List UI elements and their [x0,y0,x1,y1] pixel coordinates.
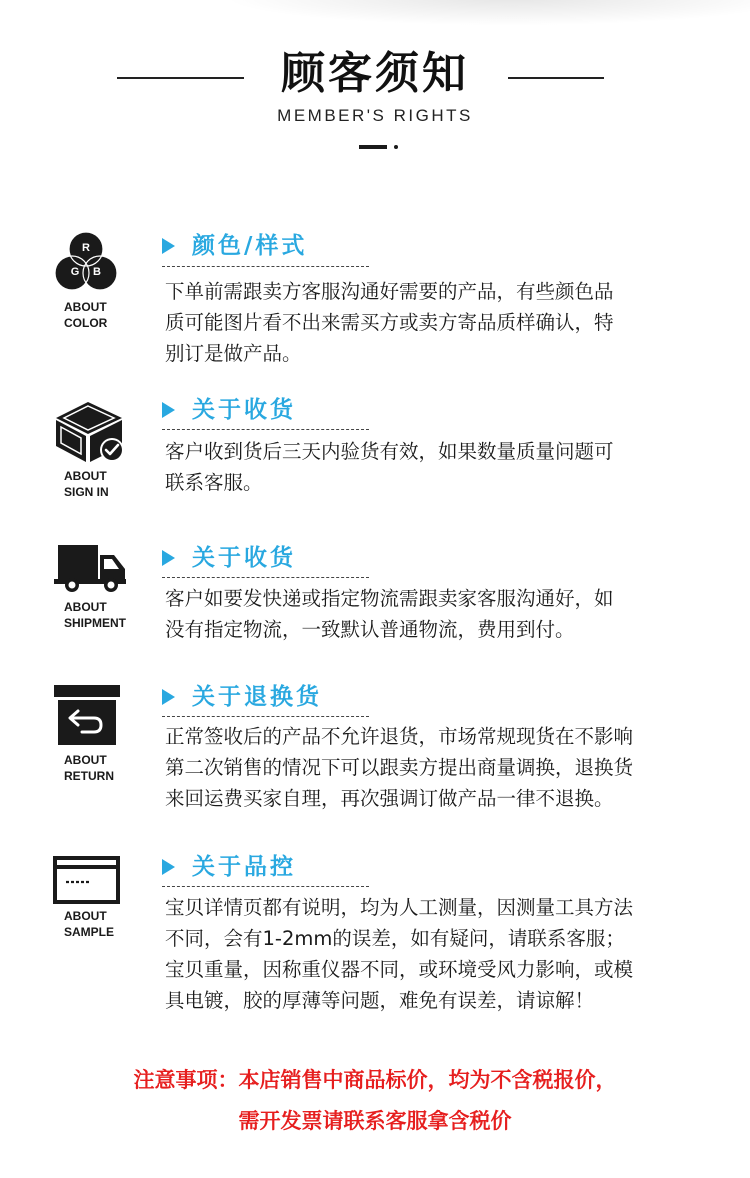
about-shipment-block [52,543,142,631]
about-sample-block [52,855,142,940]
rgb-letter-g: G [70,266,80,278]
body-line: 正常签收后的产品不允许退货，市场常规现货在不影响 [165,725,634,748]
section-divider [162,886,369,887]
card-sample-icon [52,855,122,905]
rgb-letter-b: B [93,266,101,278]
caption-line: ABOUT [64,753,107,767]
about-signin-caption [64,468,142,500]
caption-line: ABOUT [64,469,107,483]
rgb-color-icon [52,229,120,297]
body-line: 联系客服。 [165,471,263,494]
page-title: 顾客须知 [281,48,469,99]
body-line: 第二次销售的情况下可以跟卖方提出商量调换，退换货 [165,756,634,779]
section-divider [162,716,369,717]
rgb-letter-r: R [82,242,90,254]
section-title: 关于退换货 [192,684,322,710]
top-shadow-decoration [230,0,750,25]
notice-line-2: 需开发票请联系客服拿含税价 [238,1109,512,1133]
play-arrow-icon [162,550,175,566]
body-line: 客户收到货后三天内验货有效，如果数量质量问题可 [165,440,614,463]
section-divider [162,577,369,578]
about-return-block [52,683,142,784]
section-body-color [165,276,725,369]
section-title: 关于品控 [192,854,296,880]
about-sample-caption [64,908,142,940]
section-title: 关于收货 [192,545,296,571]
about-signin-block [52,396,142,500]
caption-line: SAMPLE [64,925,115,939]
play-arrow-icon [162,238,175,254]
section-body-sample [165,892,725,1016]
body-line: 没有指定物流，一致默认普通物流，费用到付。 [165,618,575,641]
body-line: 来回运费买家自理，再次强调订做产品一律不退换。 [165,787,614,810]
about-return-caption [64,752,142,784]
section-title: 关于收货 [192,397,296,423]
play-arrow-icon [162,402,175,418]
about-shipment-caption [64,599,142,631]
about-color-block [52,229,142,331]
body-line: 客户如要发快递或指定物流需跟卖家客服沟通好，如 [165,587,614,610]
box-check-icon [52,396,128,466]
header-rule-left [117,77,244,79]
caption-line: RETURN [64,769,114,783]
body-line: 宝贝详情页都有说明，均为人工测量，因测量工具方法 [165,896,634,919]
play-arrow-icon [162,859,175,875]
caption-line: ABOUT [64,600,107,614]
play-arrow-icon [162,689,175,705]
caption-line: ABOUT [64,909,107,923]
section-divider [162,429,369,430]
body-line: 下单前需跟卖方客服沟通好需要的产品，有些颜色品 [165,280,614,303]
section-body-signin [165,436,725,498]
caption-line: SIGN IN [64,485,109,499]
header-rule-right [508,77,604,79]
header-dot-decoration [394,145,398,149]
truck-icon [52,543,128,595]
notice-line-1: 注意事项：本店销售中商品标价，均为不含税报价， [133,1068,617,1092]
section-divider [162,266,369,267]
header-dash-decoration [359,145,387,149]
return-box-icon [52,683,122,747]
caption-line: COLOR [64,316,108,330]
section-title: 颜色/样式 [192,233,308,259]
body-line: 不同，会有1-2mm的误差，如有疑问，请联系客服； [165,927,625,950]
section-body-shipment [165,583,725,645]
caption-line: SHIPMENT [64,616,127,630]
body-line: 别订是做产品。 [165,342,302,365]
page-subtitle: MEMBER'S RIGHTS [277,106,473,125]
about-color-caption [64,299,142,331]
body-line: 宝贝重量，因称重仪器不同，或环境受风力影响，或模 [165,958,634,981]
body-line: 质可能图片看不出来需买方或卖方寄品质样确认，特 [165,311,614,334]
section-body-return [165,721,725,814]
body-line: 具电镀，胶的厚薄等问题，难免有误差，请谅解！ [165,989,595,1012]
caption-line: ABOUT [64,300,107,314]
